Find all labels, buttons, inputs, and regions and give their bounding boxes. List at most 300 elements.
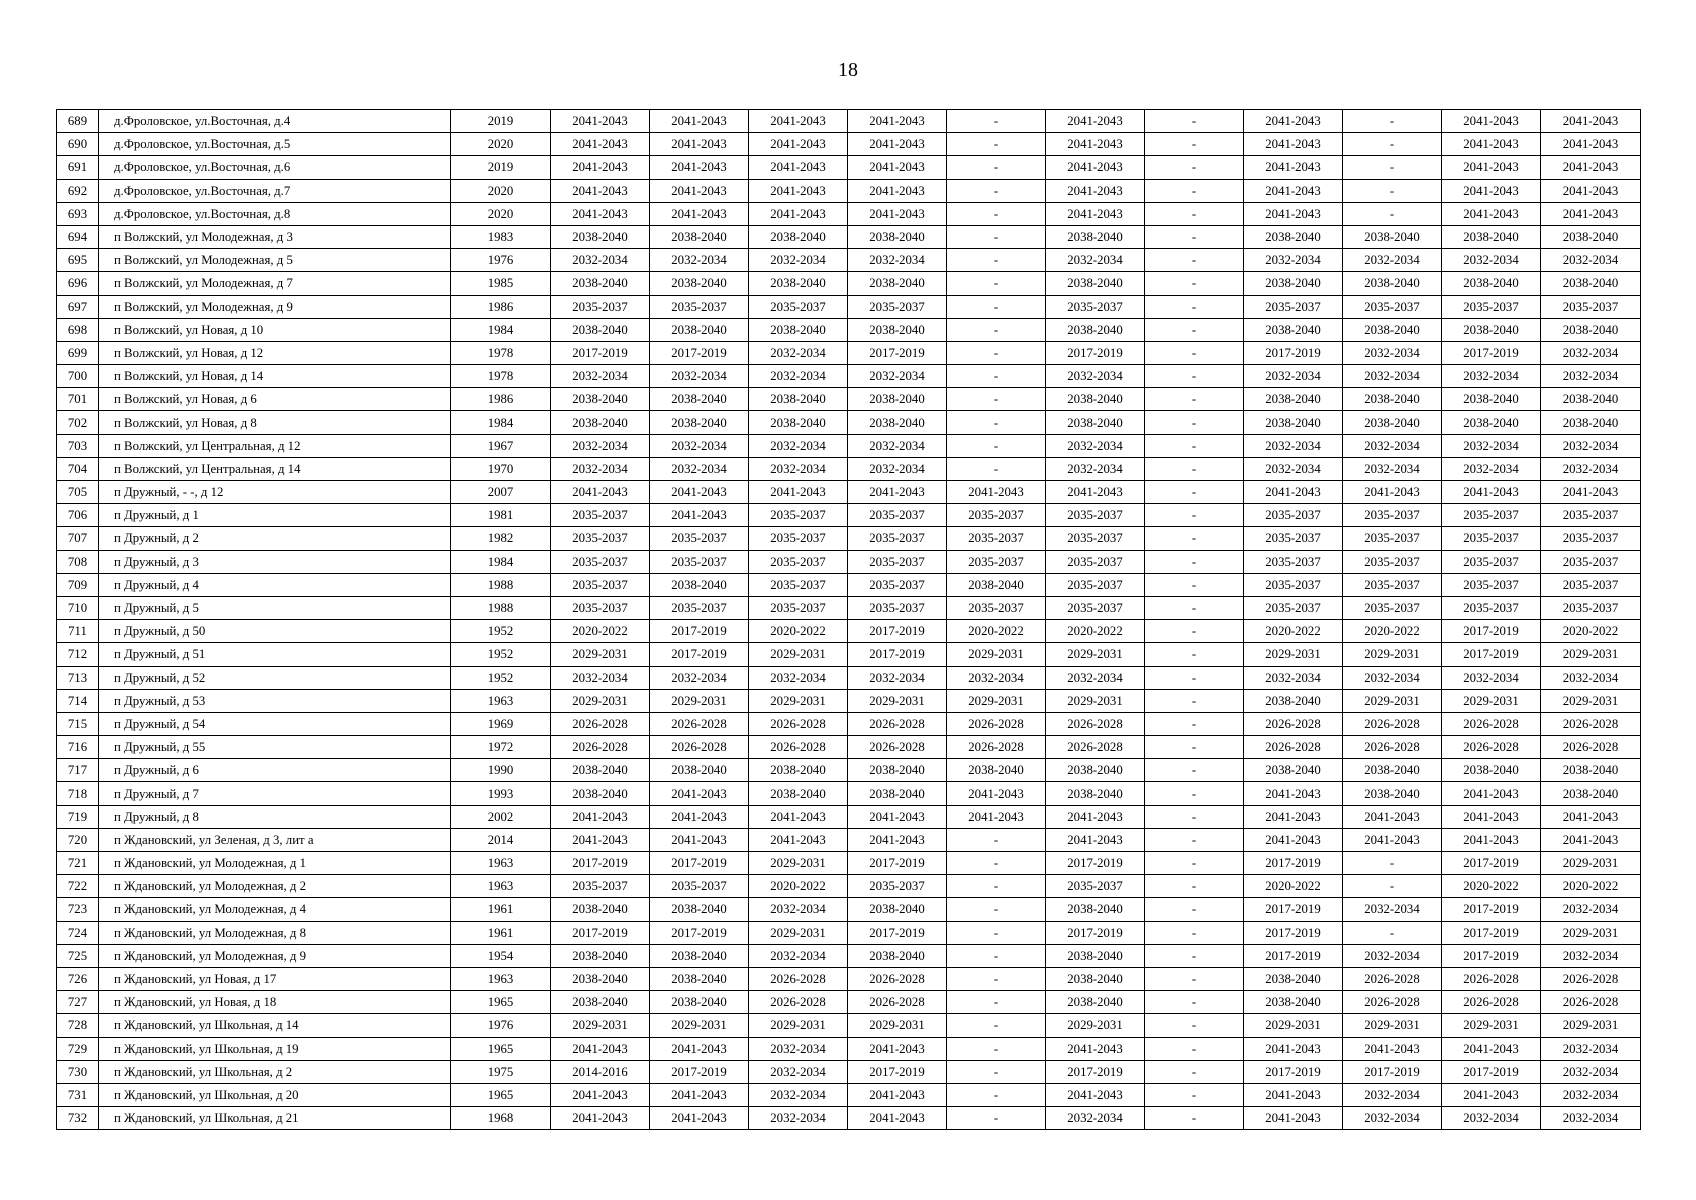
cell-period-6: 2038-2040 <box>1046 944 1145 967</box>
cell-period-10: 2020-2022 <box>1442 875 1541 898</box>
cell-period-10: 2035-2037 <box>1442 504 1541 527</box>
cell-period-3: 2026-2028 <box>749 967 848 990</box>
cell-period-9: - <box>1343 110 1442 133</box>
cell-period-5: 2035-2037 <box>947 596 1046 619</box>
cell-period-7: - <box>1145 852 1244 875</box>
cell-period-6: 2032-2034 <box>1046 365 1145 388</box>
cell-period-4: 2041-2043 <box>848 156 947 179</box>
cell-address: п Волжский, ул Молодежная, д 5 <box>99 249 451 272</box>
cell-period-9: 2029-2031 <box>1343 689 1442 712</box>
cell-period-10: 2017-2019 <box>1442 643 1541 666</box>
cell-period-4: 2035-2037 <box>848 875 947 898</box>
cell-year-built: 1963 <box>451 875 551 898</box>
cell-address: п Волжский, ул Новая, д 10 <box>99 318 451 341</box>
cell-row-number: 690 <box>57 133 99 156</box>
cell-period-1: 2029-2031 <box>551 689 650 712</box>
cell-address: п Дружный, д 5 <box>99 596 451 619</box>
cell-period-3: 2038-2040 <box>749 225 848 248</box>
cell-period-3: 2038-2040 <box>749 388 848 411</box>
table-row <box>57 295 1641 318</box>
cell-period-1: 2041-2043 <box>551 481 650 504</box>
cell-period-4: 2029-2031 <box>848 1014 947 1037</box>
cell-period-5: - <box>947 967 1046 990</box>
cell-period-4: 2032-2034 <box>848 457 947 480</box>
cell-period-9: - <box>1343 156 1442 179</box>
cell-period-9: 2032-2034 <box>1343 365 1442 388</box>
cell-period-8: 2041-2043 <box>1244 782 1343 805</box>
table-row <box>57 225 1641 248</box>
cell-period-6: 2032-2034 <box>1046 457 1145 480</box>
cell-period-5: - <box>947 1107 1046 1130</box>
cell-period-2: 2038-2040 <box>650 388 749 411</box>
cell-year-built: 2002 <box>451 805 551 828</box>
cell-row-number: 696 <box>57 272 99 295</box>
cell-period-8: 2041-2043 <box>1244 1107 1343 1130</box>
cell-period-7: - <box>1145 156 1244 179</box>
cell-period-10: 2017-2019 <box>1442 620 1541 643</box>
cell-period-9: 2035-2037 <box>1343 527 1442 550</box>
cell-period-7: - <box>1145 411 1244 434</box>
cell-address: п Дружный, д 55 <box>99 736 451 759</box>
cell-year-built: 2020 <box>451 133 551 156</box>
cell-period-2: 2038-2040 <box>650 272 749 295</box>
cell-address: п Ждановский, ул Школьная, д 21 <box>99 1107 451 1130</box>
cell-year-built: 2020 <box>451 179 551 202</box>
cell-period-10: 2032-2034 <box>1442 434 1541 457</box>
cell-address: д.Фроловское, ул.Восточная, д.5 <box>99 133 451 156</box>
cell-period-8: 2029-2031 <box>1244 1014 1343 1037</box>
cell-period-5: - <box>947 341 1046 364</box>
cell-period-5: 2026-2028 <box>947 712 1046 735</box>
cell-period-5: - <box>947 944 1046 967</box>
table-row <box>57 898 1641 921</box>
schedule-table-container <box>56 109 1640 1130</box>
cell-period-1: 2038-2040 <box>551 991 650 1014</box>
cell-period-1: 2038-2040 <box>551 782 650 805</box>
cell-period-7: - <box>1145 596 1244 619</box>
cell-period-10: 2041-2043 <box>1442 179 1541 202</box>
cell-period-2: 2038-2040 <box>650 991 749 1014</box>
cell-period-10: 2017-2019 <box>1442 898 1541 921</box>
table-row <box>57 481 1641 504</box>
cell-year-built: 1965 <box>451 1037 551 1060</box>
cell-period-3: 2032-2034 <box>749 898 848 921</box>
cell-row-number: 719 <box>57 805 99 828</box>
cell-period-3: 2035-2037 <box>749 550 848 573</box>
cell-year-built: 1982 <box>451 527 551 550</box>
cell-period-4: 2041-2043 <box>848 202 947 225</box>
cell-period-3: 2032-2034 <box>749 1060 848 1083</box>
cell-period-3: 2032-2034 <box>749 341 848 364</box>
cell-period-7: - <box>1145 457 1244 480</box>
cell-period-9: 2038-2040 <box>1343 272 1442 295</box>
cell-period-3: 2041-2043 <box>749 481 848 504</box>
cell-year-built: 1978 <box>451 341 551 364</box>
cell-period-6: 2035-2037 <box>1046 875 1145 898</box>
cell-period-6: 2032-2034 <box>1046 1107 1145 1130</box>
cell-period-3: 2038-2040 <box>749 759 848 782</box>
cell-period-1: 2035-2037 <box>551 295 650 318</box>
cell-period-3: 2032-2034 <box>749 249 848 272</box>
cell-period-9: - <box>1343 179 1442 202</box>
table-row <box>57 828 1641 851</box>
cell-period-6: 2026-2028 <box>1046 712 1145 735</box>
cell-period-9: - <box>1343 133 1442 156</box>
cell-period-3: 2026-2028 <box>749 712 848 735</box>
cell-period-5: - <box>947 388 1046 411</box>
cell-period-4: 2041-2043 <box>848 110 947 133</box>
cell-period-7: - <box>1145 805 1244 828</box>
cell-period-1: 2026-2028 <box>551 736 650 759</box>
cell-period-9: 2038-2040 <box>1343 225 1442 248</box>
table-row <box>57 110 1641 133</box>
cell-period-10: 2035-2037 <box>1442 550 1541 573</box>
cell-period-9: 2032-2034 <box>1343 1107 1442 1130</box>
cell-period-3: 2032-2034 <box>749 1107 848 1130</box>
cell-period-7: - <box>1145 550 1244 573</box>
cell-period-1: 2029-2031 <box>551 1014 650 1037</box>
cell-period-2: 2038-2040 <box>650 573 749 596</box>
cell-period-1: 2017-2019 <box>551 852 650 875</box>
cell-period-3: 2032-2034 <box>749 666 848 689</box>
cell-row-number: 726 <box>57 967 99 990</box>
cell-year-built: 1975 <box>451 1060 551 1083</box>
cell-period-4: 2017-2019 <box>848 1060 947 1083</box>
cell-period-1: 2032-2034 <box>551 434 650 457</box>
cell-period-11: 2038-2040 <box>1541 318 1641 341</box>
cell-row-number: 722 <box>57 875 99 898</box>
cell-period-4: 2017-2019 <box>848 921 947 944</box>
page-number: 18 <box>838 59 858 81</box>
cell-period-6: 2041-2043 <box>1046 156 1145 179</box>
cell-period-7: - <box>1145 225 1244 248</box>
cell-period-3: 2029-2031 <box>749 643 848 666</box>
cell-period-4: 2038-2040 <box>848 411 947 434</box>
cell-period-10: 2035-2037 <box>1442 596 1541 619</box>
cell-address: п Дружный, - -, д 12 <box>99 481 451 504</box>
cell-period-2: 2017-2019 <box>650 852 749 875</box>
cell-period-7: - <box>1145 249 1244 272</box>
cell-address: д.Фроловское, ул.Восточная, д.4 <box>99 110 451 133</box>
cell-period-10: 2026-2028 <box>1442 736 1541 759</box>
table-row <box>57 434 1641 457</box>
cell-period-9: 2026-2028 <box>1343 967 1442 990</box>
cell-period-3: 2041-2043 <box>749 179 848 202</box>
cell-period-9: 2035-2037 <box>1343 504 1442 527</box>
cell-period-10: 2038-2040 <box>1442 318 1541 341</box>
cell-row-number: 713 <box>57 666 99 689</box>
cell-period-11: 2026-2028 <box>1541 967 1641 990</box>
cell-period-2: 2032-2034 <box>650 666 749 689</box>
cell-period-1: 2032-2034 <box>551 457 650 480</box>
cell-period-10: 2041-2043 <box>1442 202 1541 225</box>
cell-address: п Дружный, д 2 <box>99 527 451 550</box>
cell-period-2: 2038-2040 <box>650 944 749 967</box>
cell-period-4: 2041-2043 <box>848 1037 947 1060</box>
cell-year-built: 1954 <box>451 944 551 967</box>
cell-period-10: 2029-2031 <box>1442 1014 1541 1037</box>
cell-year-built: 1984 <box>451 318 551 341</box>
cell-period-3: 2032-2034 <box>749 1037 848 1060</box>
cell-period-2: 2038-2040 <box>650 967 749 990</box>
cell-period-11: 2026-2028 <box>1541 991 1641 1014</box>
cell-period-8: 2038-2040 <box>1244 388 1343 411</box>
cell-period-7: - <box>1145 898 1244 921</box>
cell-period-2: 2041-2043 <box>650 202 749 225</box>
cell-period-4: 2026-2028 <box>848 712 947 735</box>
cell-period-5: - <box>947 179 1046 202</box>
cell-period-7: - <box>1145 689 1244 712</box>
cell-period-4: 2035-2037 <box>848 550 947 573</box>
cell-period-3: 2035-2037 <box>749 527 848 550</box>
cell-period-2: 2041-2043 <box>650 1107 749 1130</box>
cell-period-9: 2017-2019 <box>1343 1060 1442 1083</box>
cell-period-4: 2041-2043 <box>848 179 947 202</box>
cell-period-4: 2032-2034 <box>848 365 947 388</box>
cell-period-5: - <box>947 875 1046 898</box>
cell-row-number: 714 <box>57 689 99 712</box>
cell-year-built: 2007 <box>451 481 551 504</box>
cell-period-11: 2041-2043 <box>1541 202 1641 225</box>
cell-period-3: 2041-2043 <box>749 110 848 133</box>
cell-period-2: 2041-2043 <box>650 1037 749 1060</box>
cell-period-5: - <box>947 133 1046 156</box>
cell-period-2: 2038-2040 <box>650 898 749 921</box>
cell-row-number: 711 <box>57 620 99 643</box>
cell-period-8: 2032-2034 <box>1244 666 1343 689</box>
table-body <box>57 110 1641 1130</box>
cell-period-8: 2041-2043 <box>1244 828 1343 851</box>
cell-year-built: 1976 <box>451 249 551 272</box>
cell-period-2: 2017-2019 <box>650 921 749 944</box>
cell-period-2: 2041-2043 <box>650 133 749 156</box>
cell-period-1: 2035-2037 <box>551 573 650 596</box>
cell-period-11: 2026-2028 <box>1541 736 1641 759</box>
cell-period-8: 2038-2040 <box>1244 967 1343 990</box>
cell-period-1: 2017-2019 <box>551 341 650 364</box>
cell-period-11: 2035-2037 <box>1541 295 1641 318</box>
cell-period-6: 2038-2040 <box>1046 759 1145 782</box>
cell-period-8: 2032-2034 <box>1244 249 1343 272</box>
cell-period-8: 2032-2034 <box>1244 434 1343 457</box>
cell-period-2: 2026-2028 <box>650 712 749 735</box>
cell-period-9: 2026-2028 <box>1343 712 1442 735</box>
cell-period-4: 2026-2028 <box>848 991 947 1014</box>
cell-year-built: 2020 <box>451 202 551 225</box>
cell-row-number: 707 <box>57 527 99 550</box>
cell-period-2: 2032-2034 <box>650 249 749 272</box>
cell-period-7: - <box>1145 365 1244 388</box>
cell-period-7: - <box>1145 921 1244 944</box>
cell-period-7: - <box>1145 736 1244 759</box>
cell-period-3: 2041-2043 <box>749 202 848 225</box>
cell-period-10: 2035-2037 <box>1442 295 1541 318</box>
cell-year-built: 1968 <box>451 1107 551 1130</box>
cell-period-3: 2038-2040 <box>749 411 848 434</box>
cell-period-5: - <box>947 1060 1046 1083</box>
cell-period-4: 2017-2019 <box>848 620 947 643</box>
cell-period-3: 2041-2043 <box>749 133 848 156</box>
cell-period-1: 2041-2043 <box>551 179 650 202</box>
cell-period-7: - <box>1145 1037 1244 1060</box>
cell-address: п Ждановский, ул Новая, д 17 <box>99 967 451 990</box>
cell-year-built: 1981 <box>451 504 551 527</box>
table-row <box>57 527 1641 550</box>
cell-period-5: 2020-2022 <box>947 620 1046 643</box>
cell-period-4: 2026-2028 <box>848 967 947 990</box>
cell-year-built: 1967 <box>451 434 551 457</box>
cell-period-4: 2038-2040 <box>848 759 947 782</box>
cell-period-3: 2035-2037 <box>749 596 848 619</box>
cell-period-6: 2041-2043 <box>1046 1037 1145 1060</box>
cell-period-5: - <box>947 295 1046 318</box>
cell-period-9: 2032-2034 <box>1343 434 1442 457</box>
cell-row-number: 720 <box>57 828 99 851</box>
cell-year-built: 1986 <box>451 295 551 318</box>
cell-period-7: - <box>1145 991 1244 1014</box>
cell-period-6: 2038-2040 <box>1046 388 1145 411</box>
cell-period-1: 2038-2040 <box>551 388 650 411</box>
cell-period-9: 2038-2040 <box>1343 318 1442 341</box>
cell-row-number: 715 <box>57 712 99 735</box>
table-row <box>57 318 1641 341</box>
cell-period-8: 2041-2043 <box>1244 133 1343 156</box>
cell-row-number: 716 <box>57 736 99 759</box>
cell-period-11: 2035-2037 <box>1541 504 1641 527</box>
cell-period-6: 2035-2037 <box>1046 527 1145 550</box>
cell-period-5: 2035-2037 <box>947 550 1046 573</box>
cell-period-5: - <box>947 434 1046 457</box>
table-row <box>57 411 1641 434</box>
cell-period-6: 2038-2040 <box>1046 272 1145 295</box>
cell-period-6: 2035-2037 <box>1046 596 1145 619</box>
cell-period-3: 2038-2040 <box>749 272 848 295</box>
cell-period-2: 2032-2034 <box>650 434 749 457</box>
table-row <box>57 504 1641 527</box>
cell-period-11: 2032-2034 <box>1541 249 1641 272</box>
cell-year-built: 1988 <box>451 596 551 619</box>
cell-period-8: 2017-2019 <box>1244 852 1343 875</box>
cell-period-8: 2017-2019 <box>1244 1060 1343 1083</box>
cell-period-3: 2032-2034 <box>749 944 848 967</box>
cell-period-11: 2041-2043 <box>1541 828 1641 851</box>
cell-period-2: 2035-2037 <box>650 550 749 573</box>
cell-period-11: 2029-2031 <box>1541 852 1641 875</box>
table-row <box>57 1107 1641 1130</box>
cell-period-1: 2032-2034 <box>551 365 650 388</box>
cell-address: п Дружный, д 6 <box>99 759 451 782</box>
cell-period-5: 2032-2034 <box>947 666 1046 689</box>
cell-period-1: 2041-2043 <box>551 1083 650 1106</box>
cell-period-9: 2029-2031 <box>1343 643 1442 666</box>
cell-period-1: 2038-2040 <box>551 272 650 295</box>
table-row <box>57 1037 1641 1060</box>
cell-address: п Волжский, ул Новая, д 14 <box>99 365 451 388</box>
cell-address: п Дружный, д 51 <box>99 643 451 666</box>
cell-period-10: 2041-2043 <box>1442 1083 1541 1106</box>
cell-address: п Волжский, ул Новая, д 8 <box>99 411 451 434</box>
cell-period-6: 2041-2043 <box>1046 481 1145 504</box>
cell-period-11: 2041-2043 <box>1541 179 1641 202</box>
cell-period-2: 2029-2031 <box>650 689 749 712</box>
cell-period-1: 2035-2037 <box>551 527 650 550</box>
cell-period-7: - <box>1145 944 1244 967</box>
cell-period-2: 2041-2043 <box>650 504 749 527</box>
cell-period-11: 2032-2034 <box>1541 944 1641 967</box>
cell-period-9: 2029-2031 <box>1343 1014 1442 1037</box>
table-row <box>57 759 1641 782</box>
cell-address: п Волжский, ул Молодежная, д 3 <box>99 225 451 248</box>
cell-period-10: 2035-2037 <box>1442 573 1541 596</box>
cell-period-3: 2041-2043 <box>749 156 848 179</box>
cell-year-built: 2014 <box>451 828 551 851</box>
cell-period-9: 2032-2034 <box>1343 944 1442 967</box>
cell-period-4: 2035-2037 <box>848 504 947 527</box>
cell-row-number: 729 <box>57 1037 99 1060</box>
cell-period-10: 2026-2028 <box>1442 967 1541 990</box>
cell-address: п Ждановский, ул Молодежная, д 8 <box>99 921 451 944</box>
cell-period-5: - <box>947 225 1046 248</box>
cell-period-4: 2038-2040 <box>848 782 947 805</box>
cell-period-6: 2026-2028 <box>1046 736 1145 759</box>
cell-period-6: 2020-2022 <box>1046 620 1145 643</box>
cell-period-5: 2038-2040 <box>947 573 1046 596</box>
cell-period-10: 2032-2034 <box>1442 1107 1541 1130</box>
cell-period-2: 2038-2040 <box>650 318 749 341</box>
cell-period-8: 2035-2037 <box>1244 295 1343 318</box>
cell-period-11: 2029-2031 <box>1541 689 1641 712</box>
cell-period-9: - <box>1343 852 1442 875</box>
table-row <box>57 596 1641 619</box>
cell-period-5: - <box>947 1037 1046 1060</box>
cell-period-6: 2038-2040 <box>1046 782 1145 805</box>
cell-period-4: 2041-2043 <box>848 133 947 156</box>
cell-year-built: 1963 <box>451 967 551 990</box>
cell-period-5: - <box>947 1014 1046 1037</box>
cell-period-5: 2029-2031 <box>947 689 1046 712</box>
cell-period-3: 2041-2043 <box>749 828 848 851</box>
cell-period-7: - <box>1145 643 1244 666</box>
cell-period-11: 2035-2037 <box>1541 596 1641 619</box>
cell-period-1: 2038-2040 <box>551 944 650 967</box>
cell-row-number: 693 <box>57 202 99 225</box>
cell-period-11: 2035-2037 <box>1541 550 1641 573</box>
cell-address: п Волжский, ул Новая, д 6 <box>99 388 451 411</box>
cell-period-7: - <box>1145 666 1244 689</box>
cell-row-number: 730 <box>57 1060 99 1083</box>
cell-year-built: 1993 <box>451 782 551 805</box>
table-row <box>57 991 1641 1014</box>
cell-period-8: 2038-2040 <box>1244 272 1343 295</box>
cell-period-6: 2041-2043 <box>1046 202 1145 225</box>
table-row <box>57 573 1641 596</box>
cell-period-7: - <box>1145 712 1244 735</box>
cell-period-11: 2020-2022 <box>1541 875 1641 898</box>
cell-row-number: 712 <box>57 643 99 666</box>
cell-period-10: 2032-2034 <box>1442 457 1541 480</box>
cell-period-6: 2029-2031 <box>1046 689 1145 712</box>
cell-period-3: 2035-2037 <box>749 573 848 596</box>
cell-year-built: 2019 <box>451 110 551 133</box>
cell-period-6: 2038-2040 <box>1046 318 1145 341</box>
cell-period-8: 2032-2034 <box>1244 365 1343 388</box>
cell-period-5: - <box>947 921 1046 944</box>
cell-period-11: 2032-2034 <box>1541 457 1641 480</box>
cell-period-5: - <box>947 110 1046 133</box>
cell-period-2: 2041-2043 <box>650 481 749 504</box>
cell-period-3: 2026-2028 <box>749 736 848 759</box>
cell-row-number: 708 <box>57 550 99 573</box>
